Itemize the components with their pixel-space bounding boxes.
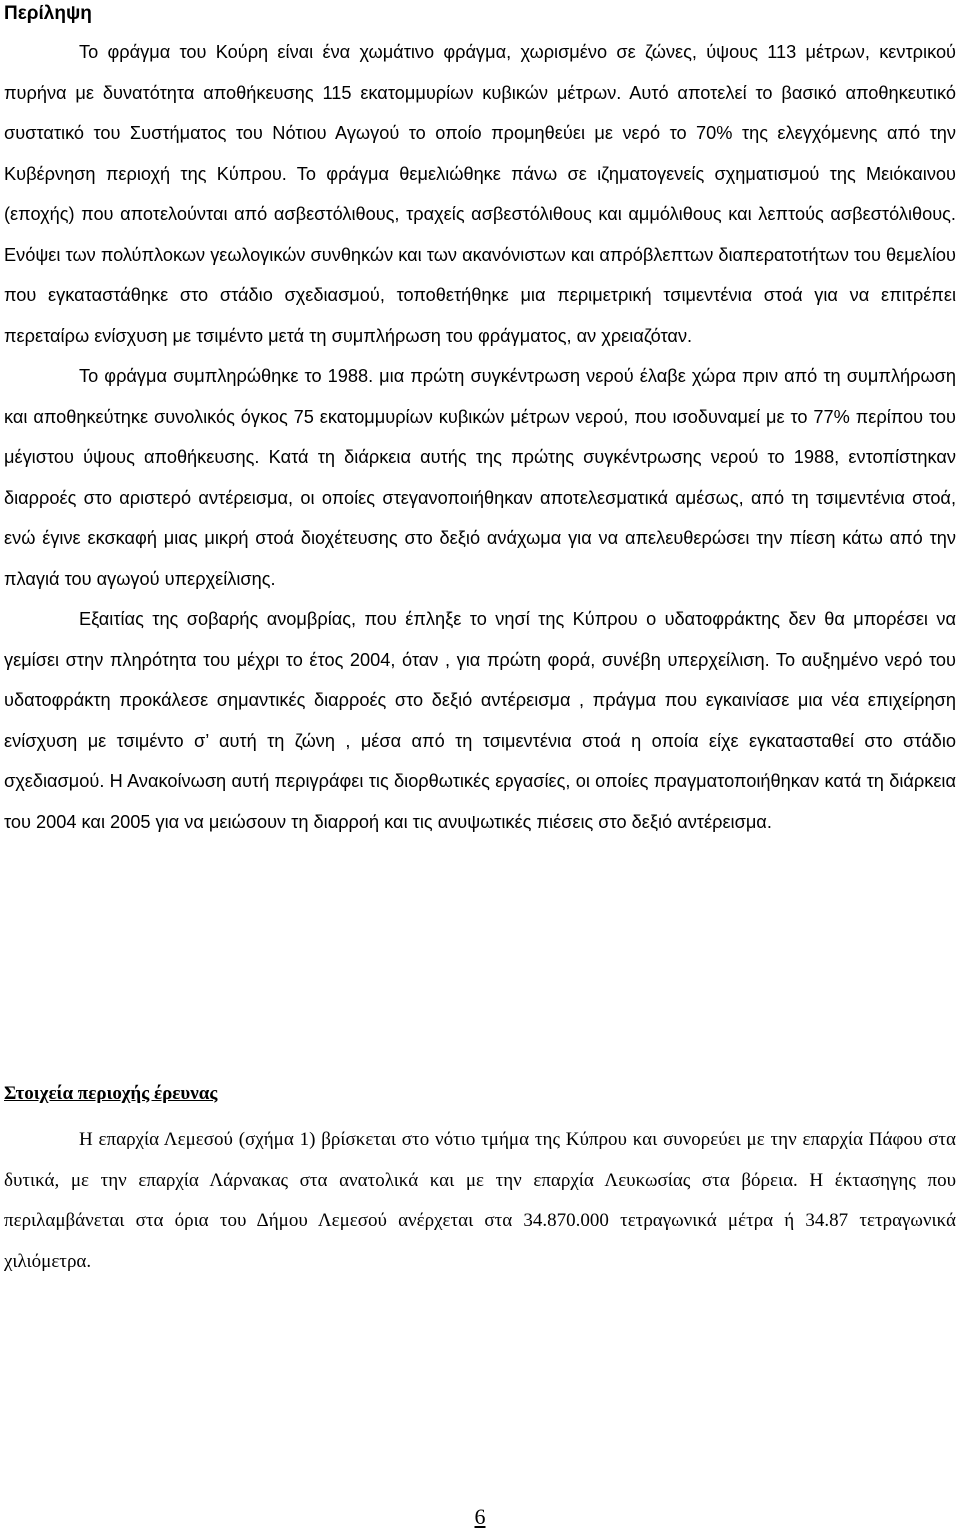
study-area-heading: Στοιχεία περιοχής έρευνας xyxy=(4,1083,218,1104)
page-number: 6 xyxy=(474,1504,486,1529)
summary-paragraph-3: Εξαιτίας της σοβαρής ανομβρίας, που έπληξε το νησί της Κύπρου ο υδατοφράκτης δεν θα μπορέσει να γεμίσει στην πληρότητα του μέχρι το έτος 2004, όταν , για πρώτη φορά, συνέβη υπερχείλιση. Το αυξημένο νερό του υδατοφράκτη προκάλεσε σημαντικές διαρροές στο δεξιό αντέρεισμα , πράγμα που εγκαινίασε μια νέα επιχείρηση ενίσχυση με τσιμέντο σ’ αυτή τη ζώνη , μέσα από τη τσιμεντένια στοά η οποία είχε εγκατασταθεί στο στάδιο σχεδιασμού. Η Ανακοίνωση αυτή περιγράφει τις διορθωτικές εργασίες, οι οποίες πραγματοποιήθηκαν κατά τη διάρκεια του 2004 και 2005 για να μειώσουν τη διαρροή και τις ανυψωτικές πιέσεις στο δεξιό αντέρεισμα. xyxy=(4,609,956,832)
summary-paragraph-2: Το φράγμα συμπληρώθηκε το 1988. μια πρώτη συγκέντρωση νερού έλαβε χώρα πριν από τη συμπλήρωση και αποθηκεύτηκε συνολικός όγκος 75 εκατομμυρίων κυβικών μέτρων νερού, που ισοδυναμεί με το 77% περίπου του μέγιστου ύψους αποθήκευσης. Κατά τη διάρκεια αυτής της πρώτης συγκέντρωσης νερού το 1988, εντοπίστηκαν διαρροές στο αριστερό αντέρεισμα, οι οποίες στεγανοποιήθηκαν αποτελεσματικά αμέσως, από τη τσιμεντένια στοά, ενώ έγινε εκσκαφή μιας μικρή στοά διοχέτευσης στο δεξιό ανάχωμα για να απελευθερώσει την πίεση κάτω από την πλαγιά του αγωγού υπερχείλισης. xyxy=(4,366,956,589)
study-area-section xyxy=(4,1120,956,1282)
study-area-paragraph-1: Η επαρχία Λεμεσού (σχήμα 1) βρίσκεται στο νότιο τμήμα της Κύπρου και συνορεύει με την επαρχία Πάφου στα δυτικά, με την επαρχία Λάρνακας στα ανατολικά και με την επαρχία Λευκωσίας στα βόρεια. Η έκτασηγης που περιλαμβάνεται στα όρια του Δήμου Λεμεσού ανέρχεται στα 34.870.000 τετραγωνικά μέτρα ή 34.87 τετραγωνικά χιλιόμετρα. xyxy=(4,1129,956,1272)
summary-paragraph-1: Το φράγμα του Κούρη είναι ένα χωμάτινο φράγμα, χωρισμένο σε ζώνες, ύψους 113 μέτρων, κεντρικού πυρήνα με δυνατότητα αποθήκευσης 115 εκατομμυρίων κυβικών μέτρων. Αυτό αποτελεί το βασικό αποθηκευτικό συστατικό του Συστήματος του Νότιου Αγωγού το οποίο προμηθεύει με νερό το 70% της ελεγχόμενης από την Κυβέρνηση περιοχή της Κύπρου. Το φράγμα θεμελιώθηκε πάνω σε ιζηματογενείς σχηματισμού της Μειόκαινου (εποχής) που αποτελούνται από ασβεστόλιθους, τραχείς ασβεστόλιθους και αμμόλιθους και λεπτούς ασβεστόλιθους. Ενόψει των πολύπλοκων γεωλογικών συνθηκών και των ακανόνιστων και απρόβλεπτων διαπερατοτήτων του θεμελίου που εγκαταστάθηκε στο στάδιο σχεδιασμού, τοποθετήθηκε μια περιμετρική τσιμεντένια στοά για να επιτρέπει περεταίρω ενίσχυση με τσιμέντο μετά τη συμπλήρωση του φράγματος, αν χρειαζόταν. xyxy=(4,42,956,346)
summary-section xyxy=(4,32,956,842)
summary-heading: Περίληψη xyxy=(4,3,92,24)
